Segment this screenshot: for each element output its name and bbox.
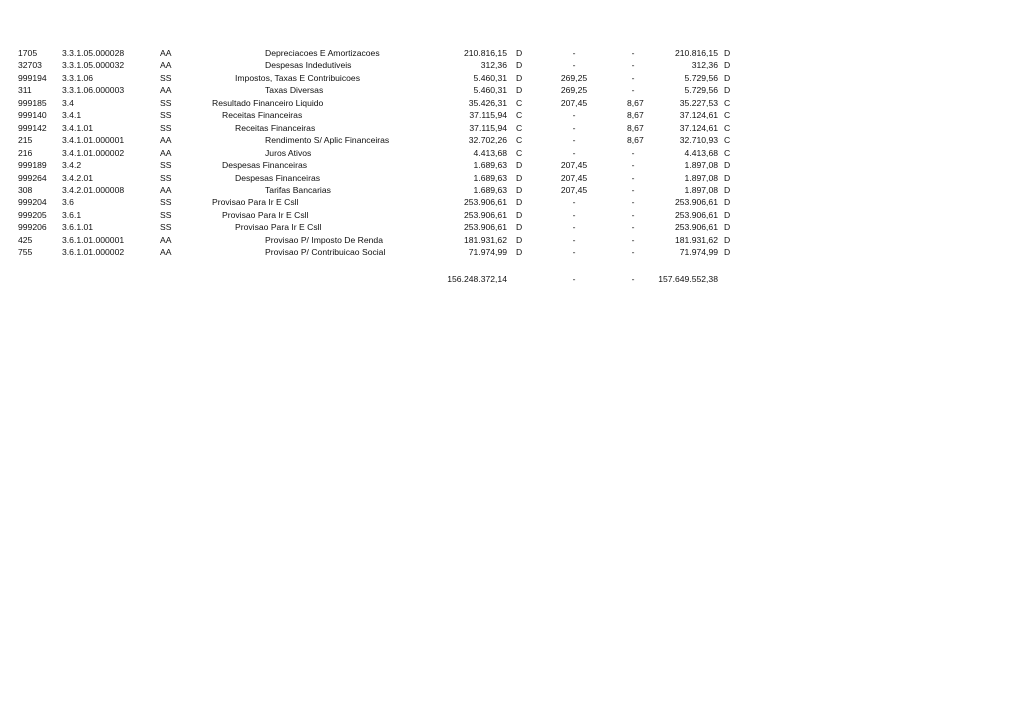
credit-amount: -: [631, 184, 635, 195]
debit-amount: -: [572, 234, 576, 245]
previous-balance: 32.702,26: [468, 135, 507, 146]
debit-amount: 207,45: [560, 172, 588, 183]
credit-amount: -: [631, 172, 635, 183]
previous-balance: 253.906,61: [463, 197, 507, 208]
account-code: 999140: [18, 110, 47, 121]
account-type: AA: [160, 247, 172, 258]
table-row: [0, 84, 1024, 96]
previous-balance: 4.413,68: [473, 147, 507, 158]
debit-amount: -: [572, 222, 576, 233]
table-row: [0, 234, 1024, 246]
debit-amount: -: [572, 110, 576, 121]
debit-amount: 207,45: [560, 97, 588, 108]
total-debit: -: [572, 274, 576, 284]
account-code: 999194: [18, 72, 47, 83]
debit-amount: -: [572, 122, 576, 133]
account-code: 999206: [18, 222, 47, 233]
table-row: [0, 184, 1024, 196]
current-balance: 5.729,56: [684, 85, 718, 96]
current-balance: 37.124,61: [679, 110, 718, 121]
current-balance-dc: D: [724, 60, 731, 71]
current-balance-dc: D: [724, 197, 731, 208]
account-code: 425: [18, 234, 33, 245]
current-balance-dc: D: [724, 172, 731, 183]
account-type: SS: [160, 197, 172, 208]
account-number: 3.3.1.05.000032: [62, 60, 125, 71]
current-balance-dc: C: [724, 122, 731, 133]
account-type: SS: [160, 110, 172, 121]
previous-balance: 71.974,99: [468, 247, 507, 258]
current-balance: 210.816,15: [674, 48, 718, 58]
current-balance-dc: D: [724, 222, 731, 233]
account-number: 3.4.1: [62, 110, 82, 121]
previous-balance: 312,36: [480, 60, 507, 71]
total-previous-balance: 156.248.372,14: [447, 274, 507, 284]
account-code: 215: [18, 135, 33, 146]
account-number: 3.3.1.05.000028: [62, 48, 125, 58]
credit-amount: -: [631, 60, 635, 71]
table-row: [0, 246, 1024, 258]
account-code: 1705: [18, 48, 38, 58]
table-row: [0, 196, 1024, 208]
current-balance-dc: D: [724, 160, 731, 171]
credit-amount: 8,67: [627, 110, 644, 121]
previous-balance-dc: D: [516, 209, 523, 220]
table-row: [0, 172, 1024, 184]
account-number: 3.4.2: [62, 160, 82, 171]
previous-balance-dc: D: [516, 247, 523, 258]
current-balance-dc: D: [724, 48, 731, 58]
previous-balance: 5.460,31: [473, 85, 507, 96]
account-description: Despesas Financeiras: [222, 160, 308, 171]
account-type: AA: [160, 135, 172, 146]
current-balance-dc: C: [724, 110, 731, 121]
account-code: 32703: [18, 60, 42, 71]
current-balance: 1.897,08: [684, 160, 718, 171]
current-balance-dc: D: [724, 209, 731, 220]
account-description: Taxas Diversas: [265, 85, 324, 96]
debit-amount: 269,25: [560, 72, 588, 83]
previous-balance-dc: D: [516, 184, 523, 195]
debit-amount: -: [572, 147, 576, 158]
account-code: 999189: [18, 160, 47, 171]
previous-balance: 35.426,31: [468, 97, 507, 108]
account-type: AA: [160, 48, 172, 58]
account-code: 999264: [18, 172, 47, 183]
table-row: [0, 122, 1024, 134]
account-code: 755: [18, 247, 33, 258]
account-description: Impostos, Taxas E Contribuicoes: [235, 72, 360, 83]
table-row: [0, 221, 1024, 233]
current-balance-dc: C: [724, 135, 731, 146]
credit-amount: -: [631, 48, 635, 58]
current-balance-dc: D: [724, 247, 731, 258]
previous-balance: 1.689,63: [473, 184, 507, 195]
account-number: 3.4.1.01: [62, 122, 94, 133]
previous-balance-dc: C: [516, 135, 523, 146]
account-code: 311: [18, 85, 32, 96]
current-balance: 37.124,61: [679, 122, 718, 133]
current-balance-dc: D: [724, 184, 731, 195]
account-type: SS: [160, 72, 172, 83]
table-row: [0, 97, 1024, 109]
account-type: AA: [160, 147, 172, 158]
account-type: AA: [160, 234, 172, 245]
account-description: Provisao Para Ir E Csll: [222, 209, 309, 220]
total-current-balance: 157.649.552,38: [658, 274, 718, 284]
previous-balance: 1.689,63: [473, 172, 507, 183]
table-row: [0, 134, 1024, 146]
debit-amount: 207,45: [560, 184, 588, 195]
debit-amount: -: [572, 48, 576, 58]
previous-balance: 1.689,63: [473, 160, 507, 171]
current-balance-dc: C: [724, 97, 731, 108]
account-number: 3.4.1.01.000002: [62, 147, 125, 158]
account-description: Despesas Indedutiveis: [265, 60, 352, 71]
account-number: 3.6.1.01.000002: [62, 247, 125, 258]
current-balance: 253.906,61: [674, 197, 718, 208]
credit-amount: -: [631, 72, 635, 83]
account-number: 3.4.2.01: [62, 172, 94, 183]
table-row: [0, 59, 1024, 71]
table-row: [0, 147, 1024, 159]
account-type: AA: [160, 85, 172, 96]
previous-balance-dc: C: [516, 110, 523, 121]
account-number: 3.3.1.06: [62, 72, 94, 83]
debit-amount: 269,25: [560, 85, 588, 96]
account-type: SS: [160, 160, 172, 171]
previous-balance-dc: D: [516, 72, 523, 83]
previous-balance: 210.816,15: [463, 48, 507, 58]
current-balance-dc: D: [724, 234, 731, 245]
previous-balance: 37.115,94: [469, 110, 507, 121]
previous-balance: 5.460,31: [473, 72, 507, 83]
account-type: SS: [160, 97, 172, 108]
credit-amount: -: [631, 247, 635, 258]
current-balance: 4.413,68: [684, 147, 718, 158]
credit-amount: 8,67: [627, 97, 644, 108]
debit-amount: -: [572, 197, 576, 208]
account-number: 3.4.1.01.000001: [62, 135, 125, 146]
account-code: 999204: [18, 197, 47, 208]
debit-amount: 207,45: [560, 160, 588, 171]
previous-balance-dc: D: [516, 234, 523, 245]
account-code: 216: [18, 147, 33, 158]
credit-amount: -: [631, 234, 635, 245]
credit-amount: -: [631, 197, 635, 208]
previous-balance-dc: D: [516, 160, 523, 171]
account-code: 999185: [18, 97, 47, 108]
account-description: Provisao P/ Contribuicao Social: [265, 247, 386, 258]
account-number: 3.6: [62, 197, 74, 208]
table-row: [0, 159, 1024, 171]
previous-balance-dc: D: [516, 197, 523, 208]
previous-balance-dc: C: [516, 97, 523, 108]
account-description: Tarifas Bancarias: [265, 184, 331, 195]
current-balance: 1.897,08: [684, 172, 718, 183]
previous-balance-dc: D: [516, 222, 523, 233]
previous-balance: 181.931,62: [463, 234, 507, 245]
previous-balance-dc: D: [516, 60, 523, 71]
account-number: 3.6.1.01.000001: [62, 234, 125, 245]
current-balance: 253.906,61: [674, 209, 718, 220]
credit-amount: -: [631, 85, 635, 96]
account-type: SS: [160, 222, 172, 233]
previous-balance-dc: D: [516, 172, 523, 183]
previous-balance: 37.115,94: [469, 122, 507, 133]
credit-amount: 8,67: [627, 122, 644, 133]
account-description: Depreciacoes E Amortizacoes: [265, 48, 380, 58]
previous-balance-dc: D: [516, 48, 523, 58]
debit-amount: -: [572, 209, 576, 220]
credit-amount: -: [631, 160, 635, 171]
account-description: Provisao Para Ir E Csll: [235, 222, 322, 233]
account-description: Resultado Financeiro Liquido: [212, 97, 324, 108]
previous-balance-dc: C: [516, 122, 523, 133]
account-description: Provisao Para Ir E Csll: [212, 197, 299, 208]
account-number: 3.3.1.06.000003: [62, 85, 125, 96]
current-balance: 312,36: [691, 60, 718, 71]
current-balance: 181.931,62: [674, 234, 718, 245]
debit-amount: -: [572, 247, 576, 258]
table-row: [0, 109, 1024, 121]
account-description: Despesas Financeiras: [235, 172, 321, 183]
account-description: Provisao P/ Imposto De Renda: [265, 234, 383, 245]
credit-amount: -: [631, 222, 635, 233]
current-balance: 1.897,08: [684, 184, 718, 195]
account-type: SS: [160, 209, 172, 220]
previous-balance-dc: C: [516, 147, 523, 158]
current-balance: 32.710,93: [679, 135, 718, 146]
totals-row: [0, 273, 1024, 285]
total-credit: -: [631, 274, 635, 284]
account-description: Receitas Financeiras: [235, 122, 316, 133]
account-code: 308: [18, 184, 33, 195]
account-number: 3.4: [62, 97, 74, 108]
previous-balance: 253.906,61: [463, 209, 507, 220]
account-type: AA: [160, 184, 172, 195]
current-balance-dc: D: [724, 85, 731, 96]
table-row: [0, 47, 1024, 59]
current-balance: 35.227,53: [679, 97, 718, 108]
debit-amount: -: [572, 135, 576, 146]
account-number: 3.6.1.01: [62, 222, 94, 233]
credit-amount: -: [631, 209, 635, 220]
account-type: AA: [160, 60, 172, 71]
current-balance: 71.974,99: [679, 247, 718, 258]
current-balance-dc: C: [724, 147, 731, 158]
account-code: 999142: [18, 122, 47, 133]
current-balance-dc: D: [724, 72, 731, 83]
account-type: SS: [160, 172, 172, 183]
debit-amount: -: [572, 60, 576, 71]
account-code: 999205: [18, 209, 47, 220]
current-balance: 5.729,56: [684, 72, 718, 83]
account-description: Juros Ativos: [265, 147, 312, 158]
account-number: 3.4.2.01.000008: [62, 184, 125, 195]
previous-balance-dc: D: [516, 85, 523, 96]
account-description: Receitas Financeiras: [222, 110, 303, 121]
account-number: 3.6.1: [62, 209, 82, 220]
account-description: Rendimento S/ Aplic Financeiras: [265, 135, 390, 146]
previous-balance: 253.906,61: [463, 222, 507, 233]
current-balance: 253.906,61: [674, 222, 718, 233]
account-type: SS: [160, 122, 172, 133]
table-row: [0, 209, 1024, 221]
credit-amount: -: [631, 147, 635, 158]
credit-amount: 8,67: [627, 135, 644, 146]
table-row: [0, 72, 1024, 84]
